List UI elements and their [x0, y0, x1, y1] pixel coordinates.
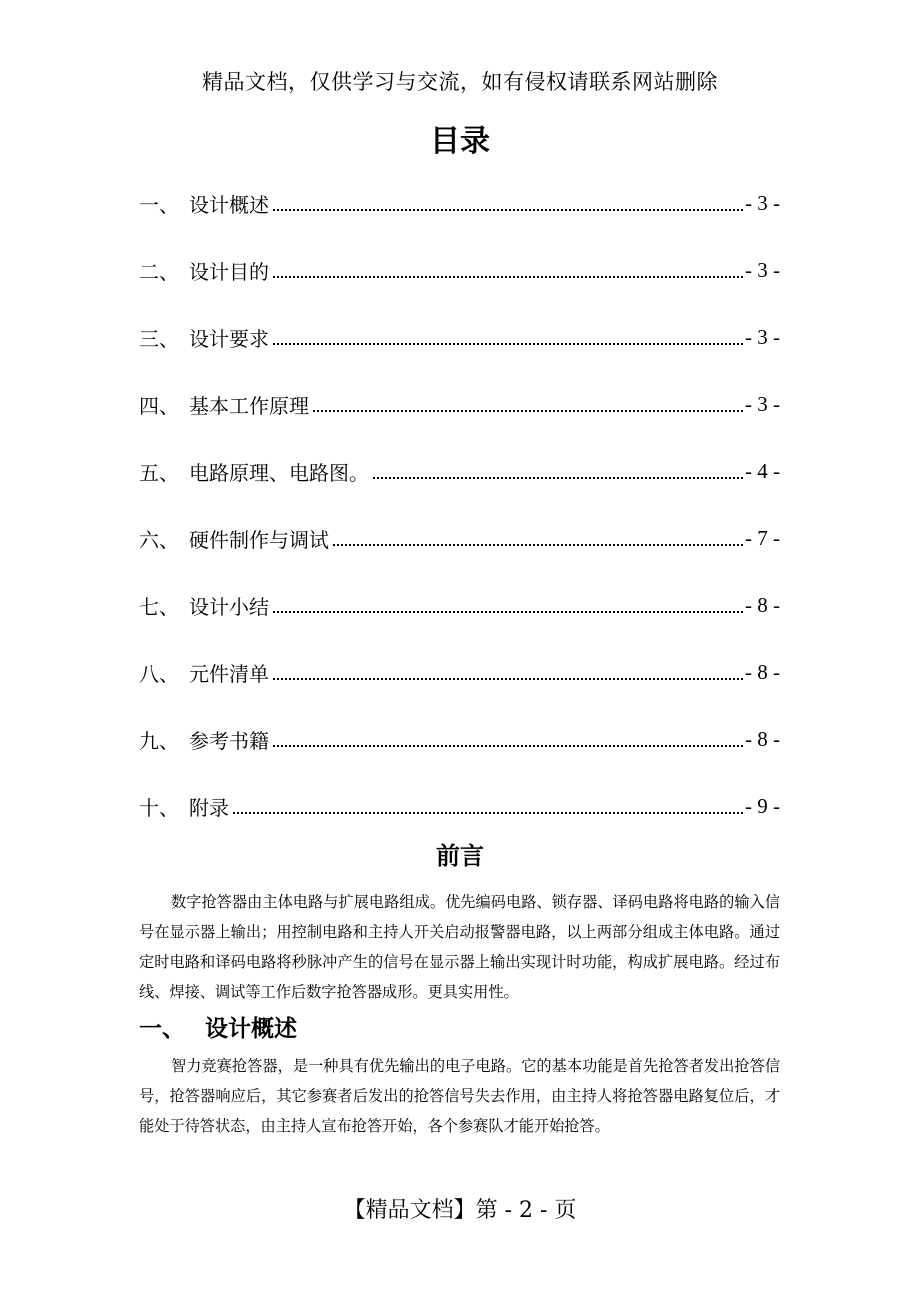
toc-entry-page: - 8 -: [745, 726, 780, 751]
toc-entry-number: 五、: [139, 460, 179, 485]
toc-entry[interactable]: [139, 520, 780, 556]
toc-entry-number: 一、: [139, 192, 179, 217]
toc-entry-title: 电路原理、电路图。: [189, 460, 369, 485]
section-heading: [139, 1010, 297, 1043]
toc-dot-leader: [273, 609, 743, 613]
toc-entry-number: 四、: [139, 393, 179, 418]
toc-entry-title: 参考书籍: [189, 728, 269, 753]
toc-entry-number: 二、: [139, 259, 179, 284]
toc-dot-leader: [233, 810, 743, 814]
toc-entry-number: 十、: [139, 795, 179, 820]
toc-entry-title: 设计概述: [189, 192, 269, 217]
page-footer: 【精品文档】第 - 2 - 页: [343, 1198, 577, 1223]
page-header-watermark: 精品文档，仅供学习与交流，如有侵权请联系网站删除: [202, 70, 718, 94]
toc-entry-title: 基本工作原理: [189, 393, 309, 418]
toc-entry-number: 九、: [139, 728, 179, 753]
toc-entry[interactable]: [139, 386, 780, 422]
toc-entry-title: 设计要求: [189, 326, 269, 351]
toc-title: 目录: [430, 124, 490, 159]
toc-dot-leader: [313, 408, 743, 412]
toc-dot-leader: [273, 743, 743, 747]
toc-entry-page: - 7 -: [745, 525, 780, 550]
toc-entry-number: 三、: [139, 326, 179, 351]
toc-dot-leader: [333, 542, 743, 546]
toc-entry[interactable]: [139, 453, 780, 489]
toc-entry-number: 六、: [139, 527, 179, 552]
toc-entry-page: - 8 -: [745, 592, 780, 617]
toc-entry-page: - 3 -: [745, 391, 780, 416]
toc-entry[interactable]: [139, 587, 780, 623]
toc-entry-title: 硬件制作与调试: [189, 527, 329, 552]
toc-entry-number: 八、: [139, 661, 179, 686]
toc-entry-page: - 4 -: [745, 458, 780, 483]
preface-title: 前言: [436, 841, 484, 870]
toc-entry-page: - 3 -: [745, 190, 780, 215]
section-number: 一、: [139, 1016, 185, 1042]
toc-entry-page: - 9 -: [745, 793, 780, 818]
toc-entry-page: - 3 -: [745, 324, 780, 349]
toc-dot-leader: [273, 341, 743, 345]
toc-entry-title: 元件清单: [189, 661, 269, 686]
section-paragraph: 智力竞赛抢答器，是一种具有优先输出的电子电路。它的基本功能是首先抢答者发出抢答信号，抢答器响应后，其它参赛者后发出的抢答信号失去作用，由主持人将抢答器电路复位后，才能处于待答状态，由主持人宣布抢答开始，各个参赛队才能开始抢答。: [139, 1057, 780, 1135]
toc-entry-page: - 8 -: [745, 659, 780, 684]
toc-entry-title: 设计目的: [189, 259, 269, 284]
toc-dot-leader: [373, 475, 743, 479]
toc-entry[interactable]: [139, 654, 780, 690]
toc-entry-number: 七、: [139, 594, 179, 619]
toc-entry-page: - 3 -: [745, 257, 780, 282]
toc-entry-title: 设计小结: [189, 594, 269, 619]
toc-dot-leader: [273, 274, 743, 278]
toc-dot-leader: [273, 676, 743, 680]
toc-dot-leader: [273, 207, 743, 211]
preface-paragraph: 数字抢答器由主体电路与扩展电路组成。优先编码电路、锁存器、译码电路将电路的输入信号在显示器上输出；用控制电路和主持人开关启动报警器电路，以上两部分组成主体电路。通过定时电路和译码电路将秒脉冲产生的信号在显示器上输出实现计时功能，构成扩展电路。经过布线、焊接、调试等工作后数字抢答器成形。更具实用性。: [139, 893, 780, 1001]
toc-entry[interactable]: [139, 721, 780, 757]
toc-entry[interactable]: [139, 252, 780, 288]
toc-entry-title: 附录: [189, 795, 229, 820]
toc-entry[interactable]: [139, 319, 780, 355]
section-title: 设计概述: [205, 1016, 297, 1042]
toc-entry[interactable]: [139, 788, 780, 824]
toc-entry[interactable]: [139, 185, 780, 221]
